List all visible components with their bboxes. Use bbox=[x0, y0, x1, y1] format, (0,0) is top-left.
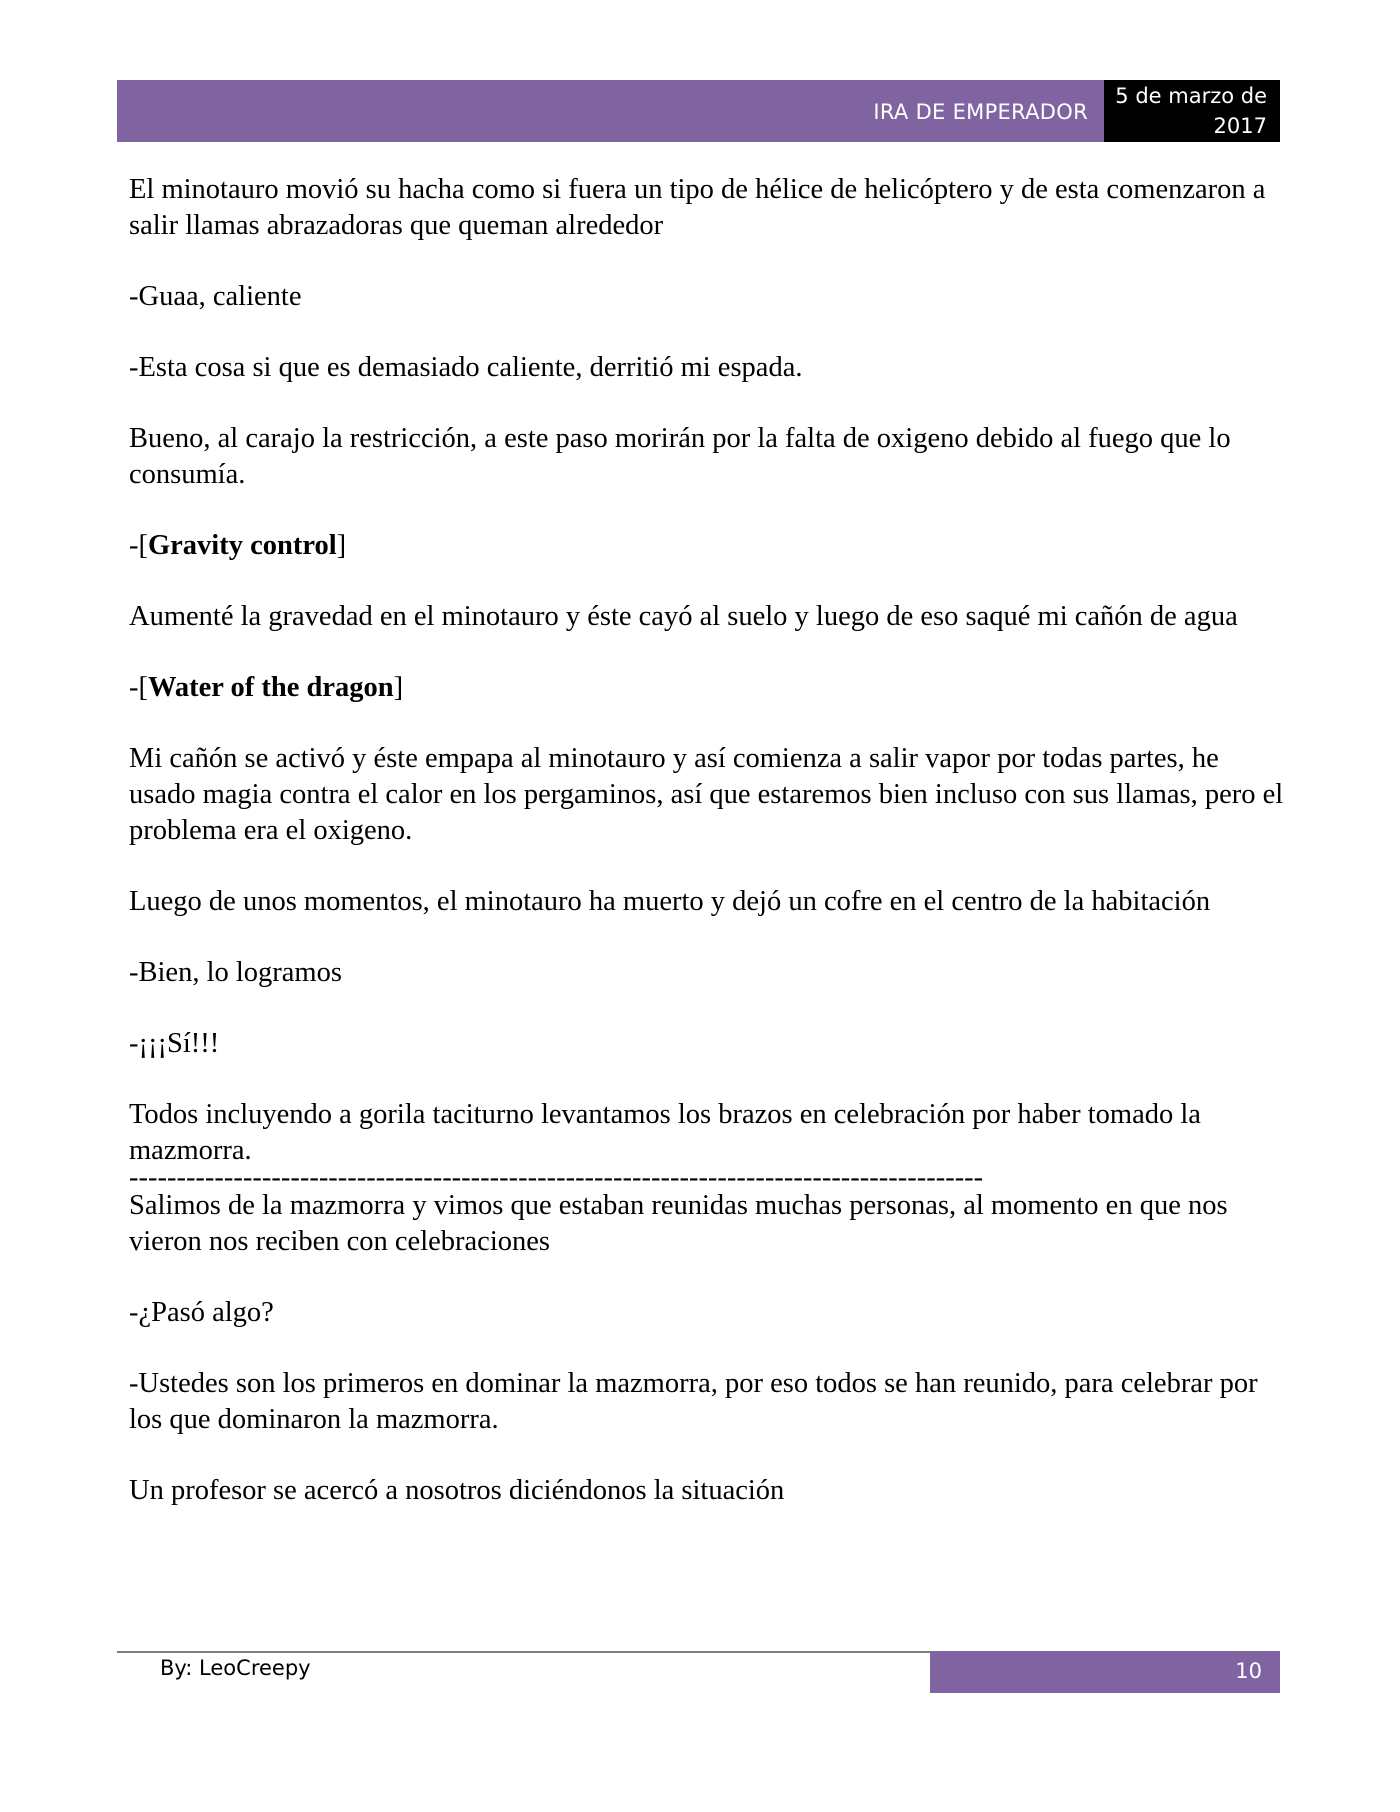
footer-author: By: LeoCreepy bbox=[160, 1656, 311, 1680]
document-body bbox=[129, 172, 1289, 1544]
paragraph-5-spell bbox=[129, 528, 1289, 564]
paragraph-4: Bueno, al carajo la restricción, a este paso morirán por la falta de oxigeno debido al fuego que lo consumía. bbox=[129, 423, 1231, 490]
spell-bracket-open: -[ bbox=[129, 672, 148, 703]
header-title: IRA DE EMPERADOR bbox=[873, 100, 1088, 124]
paragraph-8: Mi cañón se activó y éste empapa al minotauro y así comienza a salir vapor por todas partes, he usado magia contra el calor en los pergaminos, así que estaremos bien incluso con sus llamas, pero el problema era el oxigeno. bbox=[129, 743, 1284, 846]
spell-name-water-of-the-dragon: Water of the dragon bbox=[147, 672, 394, 703]
paragraph-15: -Ustedes son los primeros en dominar la mazmorra, por eso todos se han reunido, para celebrar por los que dominaron la mazmorra. bbox=[129, 1368, 1258, 1435]
section-divider: ------------------------------------------------------------------------------------------ bbox=[129, 1162, 984, 1193]
header-date bbox=[1104, 80, 1280, 142]
page-number: 10 bbox=[1235, 1659, 1262, 1683]
paragraph-11: -¡¡¡Sí!!! bbox=[129, 1028, 220, 1059]
spell-name-gravity-control: Gravity control bbox=[147, 530, 337, 561]
spell-bracket-close: ] bbox=[393, 672, 404, 703]
header-date-line1: 5 de marzo de bbox=[1115, 84, 1267, 108]
paragraph-6: Aumenté la gravedad en el minotauro y éste cayó al suelo y luego de eso saqué mi cañón de agua bbox=[129, 601, 1238, 632]
header-date-line2: 2017 bbox=[1213, 114, 1267, 138]
spell-bracket-close: ] bbox=[336, 530, 347, 561]
paragraph-14: -¿Pasó algo? bbox=[129, 1297, 274, 1328]
paragraph-7-spell bbox=[129, 670, 1289, 706]
header-band bbox=[117, 80, 1104, 142]
paragraph-2: -Guaa, caliente bbox=[129, 281, 302, 312]
spell-bracket-open: -[ bbox=[129, 530, 148, 561]
footer-rule bbox=[117, 1651, 930, 1653]
paragraph-1: El minotauro movió su hacha como si fuera un tipo de hélice de helicóptero y de esta comenzaron a salir llamas abrazadoras que queman alrededor bbox=[129, 174, 1266, 241]
paragraph-9: Luego de unos momentos, el minotauro ha muerto y dejó un cofre en el centro de la habitación bbox=[129, 886, 1211, 917]
paragraph-10: -Bien, lo logramos bbox=[129, 957, 342, 988]
paragraph-3: -Esta cosa si que es demasiado caliente, derritió mi espada. bbox=[129, 352, 803, 383]
paragraph-12: Todos incluyendo a gorila taciturno levantamos los brazos en celebración por haber tomado la mazmorra. bbox=[129, 1099, 1201, 1166]
paragraph-13: Salimos de la mazmorra y vimos que estaban reunidas muchas personas, al momento en que nos vieron nos reciben con celebraciones bbox=[129, 1190, 1228, 1257]
footer-band bbox=[930, 1651, 1280, 1693]
paragraph-16: Un profesor se acercó a nosotros diciéndonos la situación bbox=[129, 1475, 785, 1506]
